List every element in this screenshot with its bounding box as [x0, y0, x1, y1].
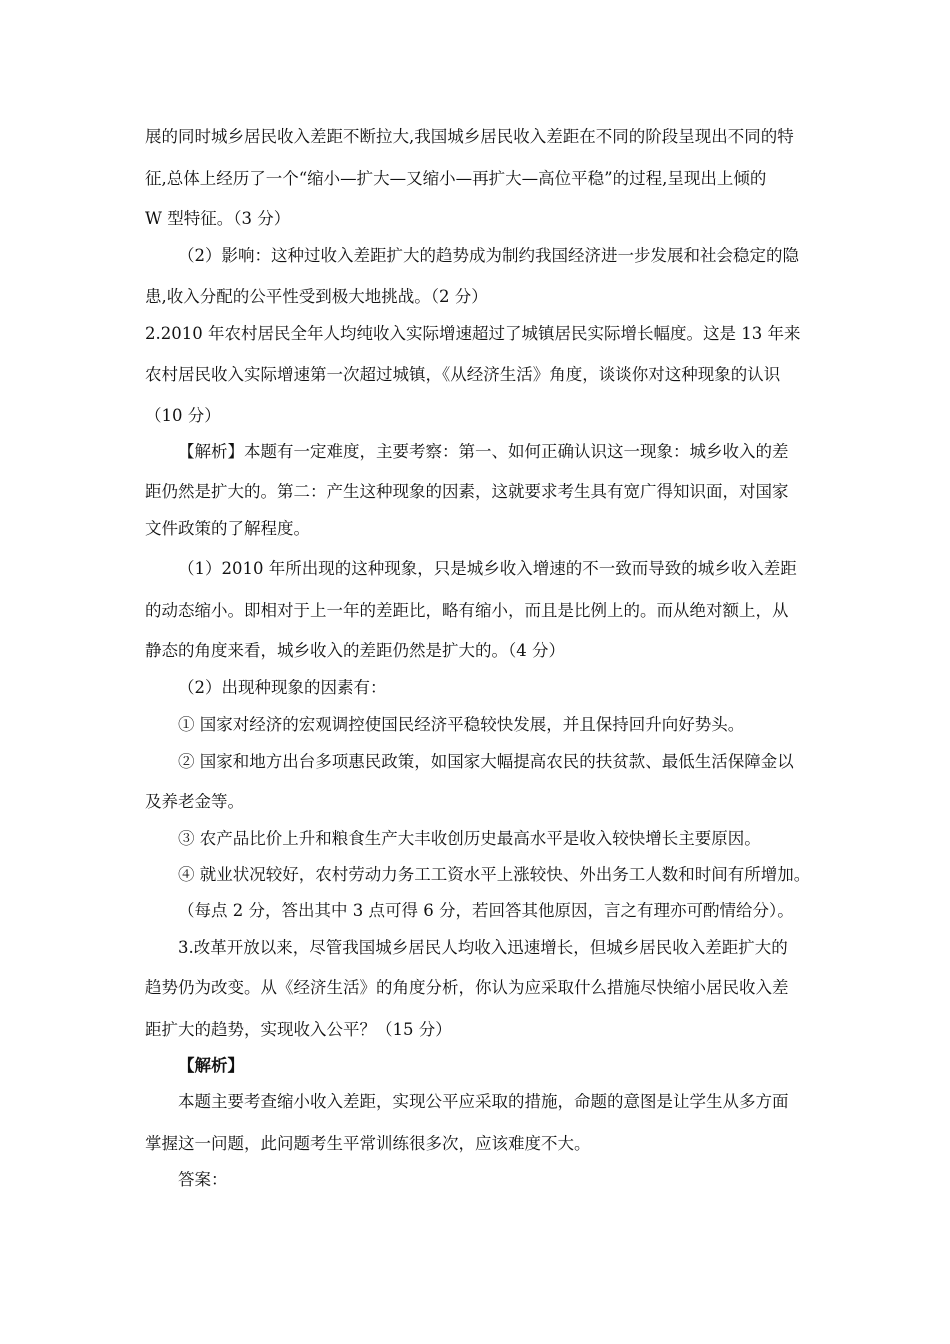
text-line: 展的同时城乡居民收入差距不断拉大,我国城乡居民收入差距在不同的阶段呈现出不同的特 — [145, 127, 794, 146]
text-line: 本题主要考查缩小收入差距，实现公平应采取的措施，命题的意图是让学生从多方面 — [178, 1092, 789, 1111]
answer-label: 答案： — [178, 1170, 228, 1189]
text-line: 文件政策的了解程度。 — [145, 519, 310, 538]
text-line: （2）出现种现象的因素有： — [178, 678, 387, 697]
text-line: 趋势仍为改变。从《经济生活》的角度分析，你认为应采取什么措施尽快缩小居民收入差 — [145, 978, 789, 997]
text-line: （1）2010 年所出现的这种现象，只是城乡收入增速的不一致而导致的城乡收入差距 — [178, 559, 797, 578]
question-3-text: 3.改革开放以来，尽管我国城乡居民人均收入迅速增长，但城乡居民收入差距扩大的 — [178, 938, 788, 957]
question-2-text: 2.2010 年农村居民全年人均纯收入实际增速超过了城镇居民实际增长幅度。这是 13 年来 — [145, 324, 801, 343]
text-line: W 型特征。（3 分） — [145, 209, 291, 228]
list-item: ① 国家对经济的宏观调控使国民经济平稳较快发展，并且保持回升向好势头。 — [178, 715, 745, 734]
text-line: 掌握这一问题，此问题考生平常训练很多次，应该难度不大。 — [145, 1134, 591, 1153]
text-line: （10 分） — [145, 406, 221, 425]
text-line: 及养老金等。 — [145, 792, 244, 811]
text-line: （2）影响：这种过收入差距扩大的趋势成为制约我国经济进一步发展和社会稳定的隐 — [178, 246, 799, 265]
text-line: 距仍然是扩大的。第二：产生这种现象的因素，这就要求考生具有宽广得知识面，对国家 — [145, 482, 789, 501]
analysis-heading: 【解析】 — [178, 1056, 244, 1075]
text-line: 农村居民收入实际增速第一次超过城镇，《从经济生活》角度，谈谈你对这种现象的认识 — [145, 365, 781, 384]
list-item: ② 国家和地方出台多项惠民政策，如国家大幅提高农民的扶贫款、最低生活保障金以 — [178, 752, 794, 771]
text-line: 的动态缩小。即相对于上一年的差距比，略有缩小，而且是比例上的。而从绝对额上，从 — [145, 601, 789, 620]
list-item: ④ 就业状况较好，农村劳动力务工工资水平上涨较快、外出务工人数和时间有所增加。 — [178, 865, 811, 884]
analysis-text: 【解析】本题有一定难度，主要考察：第一、如何正确认识这一现象：城乡收入的差 — [178, 442, 789, 461]
text-line: 距扩大的趋势，实现收入公平？（15 分） — [145, 1020, 452, 1039]
text-line: 静态的角度来看，城乡收入的差距仍然是扩大的。（4 分） — [145, 641, 565, 660]
scoring-note: （每点 2 分，答出其中 3 点可得 6 分，若回答其他原因，言之有理亦可酌情给分）。 — [178, 901, 794, 920]
text-line: 患,收入分配的公平性受到极大地挑战。（2 分） — [145, 287, 488, 306]
list-item: ③ 农产品比价上升和粮食生产大丰收创历史最高水平是收入较快增长主要原因。 — [178, 829, 761, 848]
text-line: 征,总体上经历了一个“缩小—扩大—又缩小—再扩大—高位平稳”的过程,呈现出上倾的 — [145, 169, 767, 188]
